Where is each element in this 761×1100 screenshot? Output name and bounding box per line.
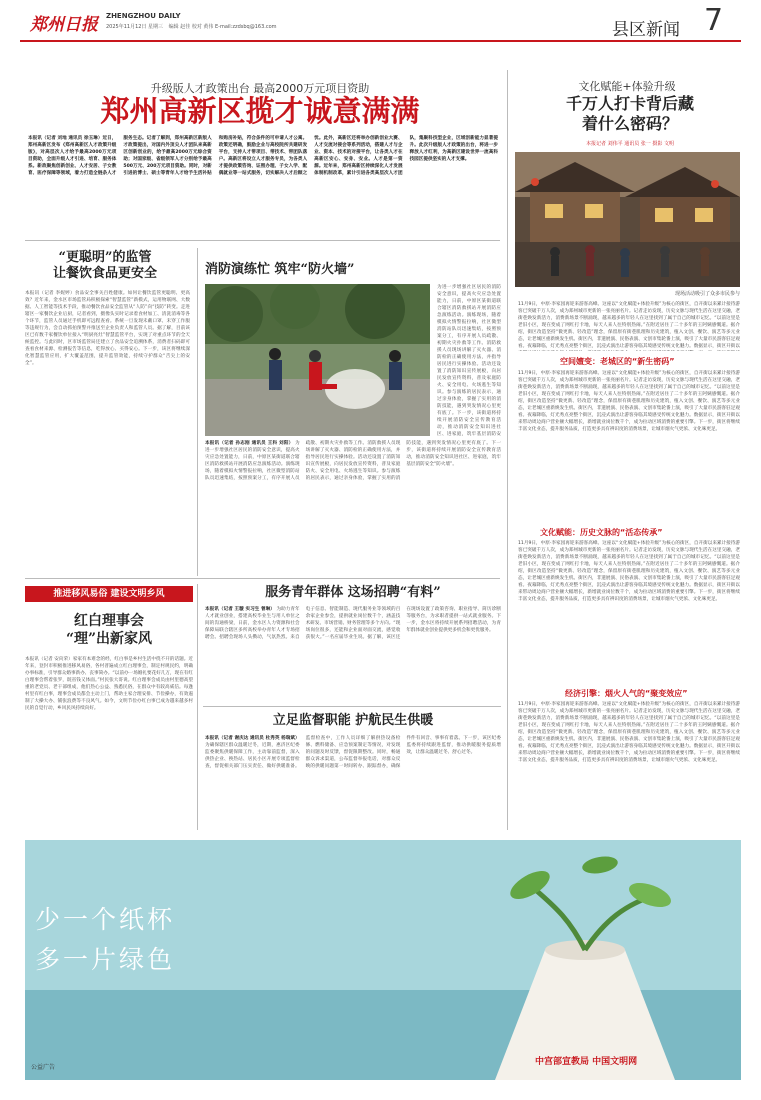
council-headline-2: “理”出新家风 bbox=[65, 631, 153, 647]
page-number: 7 bbox=[704, 3, 724, 38]
council-body bbox=[25, 656, 193, 826]
supervision-food-headline-2: 让餐饮食品更安全 bbox=[52, 266, 157, 281]
fire-drill-photo bbox=[205, 284, 430, 436]
fire-drill-text-1: 为进一步增强社区居民的消防安全意识，提高火灾应急处置能力，日前，中原区某街道联合辖区消防救援站开展消防应急演练活动。演练现场，随着模拟火情警报拉响，社区微型消防站队员迅速集结，按照预案分工，有序开展人员疏散、初期火灾扑救等工作。消防救援人员现场讲解了灭火器、消防栓的正确使用方法，并指导居民进行实操体验。活动还设置了消防知识宣传展板，向居民发放宣传资料，普及家庭防火、安全用电、火场逃生等知识。参与演练的居民表示，通过亲身体验，掌握了实用的消防技能，遇到突发情况心里更有底了。下一步，该街道将持续开展消防安全宣传教育活动，推动消防安全知识进社区、进家庭，筑牢基层消防安 bbox=[437, 285, 501, 436]
lead-headline: 郑州高新区揽才诚意满满 bbox=[100, 94, 420, 128]
divider-left-low bbox=[197, 584, 198, 830]
right-photo-caption: 现场活动吸引了众多市民参与 bbox=[674, 291, 740, 297]
right-subhead-2: 文化赋能：历史文脉的“活态传承” bbox=[540, 528, 663, 537]
heating-byline: 本报讯（记者 谢庆达 通讯员 杜秀英 杨瑞斌） bbox=[205, 736, 300, 741]
ad-line-1: 少一个纸杯 bbox=[35, 905, 176, 934]
council-text: 本报讯（记者 安向荣）家家有本难念的经，红白事是乡村生活中绕不开的话题。近年来，登封市积极推进移风易俗，各村普遍成立红白理事会，制定村规民约，明确办事标准，引导群众婚事新办、丧事简办。“以前办一场婚礼要花好几万，现在有红白理事会帮着张罗，既省钱又体面。”村民张大哥说。红白理事会成员由村里德高望重的老党员、老干部组成，他们热心公益、熟悉民俗，在群众中有较高威信。每逢村里有红白事，理事会成员都会主动上门，帮助主家合理安排、节俭操办，有效遏制了大操大办、铺张浪费等不良风气。如今，文明节俭办红白事已成为越来越多村民的自觉行动，乡风民风持续向好。 bbox=[25, 657, 193, 711]
right-text-3: 11月9日，中原·李家园再迎来游客高峰。这座以“文化赋能+体验升级”为核心的街区，自开街以来累计接待游客已突破千万人次，成为郑州城市更新的一张亮丽名片。记者走访发现，历史文脉与现代生活在这里交融，老街巷焕发新活力，消费新场景不断涌现，越来越多的年轻人在这里找到了属于自己的城市记忆。“以前这里是老旧小区，现在变成了网红打卡地，每天人来人往特别热闹。”在附近居住了二十多年的王阿姨感慨道。据介绍，街区改造坚持“微更新、轻改造”理念，保留原有街巷肌理和历史建筑，植入文创、餐饮、演艺等多元业态，让老城区重新焕发生机。街区内，非遗展演、民俗表演、文创市集轮番上演，吸引了大量市民游客驻足观看。夜幕降临，灯光秀点亮整个街区，沉浸式演出让游客身临其境感受传统文化魅力。数据显示，街区开街以来带动周边商户营业额大幅增长，新增就业岗位数千个，成为拉动区域消费的重要引擎。下一步，街区将继续丰富文化业态，提升服务品质，打造更多具有辨识度的消费场景，让城市烟火气更浓、文化味更足。 bbox=[518, 541, 740, 602]
banner-text: 推进移风易俗 建设文明乡风 bbox=[53, 589, 165, 599]
right-subhead-1: 空间嬗变：老城区的“新生密码” bbox=[560, 357, 675, 366]
fire-drill-byline: 本报讯（记者 孙志刚 通讯员 王科 刘阳） bbox=[205, 441, 294, 446]
fire-drill-right-text bbox=[437, 284, 501, 436]
service-text: 为助力青年人才就业创业，搭建高校毕业生与用人单位之间的沟通桥梁，日前，金水区人力资源和社会保障局联合辖区多所高校举办青年人才专场招聘会。招聘会现场人头攒动，气氛热烈。来自电子信息、智能制造、现代服务业等领域的百余家企业参会，提供就业岗位数千个，涵盖技术研发、市场营销、财务管理等多个方向。“现场岗位很多，还能和企业面对面交流，感觉收获很大。”一名应届毕业生说。据了解，该区还在现场设置了政策咨询、职业指导、简历诊断等服务台，为求职者提供一站式就业服务。下一步，金水区将持续开展系列招聘活动，为青年群体就业创业提供更多机会和更优服务。 bbox=[205, 607, 501, 640]
heating-body bbox=[205, 735, 501, 830]
right-body-3 bbox=[518, 540, 740, 680]
ad-slogan: 中宫部宣教局 中国文明网 bbox=[535, 1057, 638, 1067]
editors-line: 编辑 赵佳 校对 黄伟 E-mail:zzdsbq@163.com bbox=[168, 24, 277, 30]
smart-supervision-body bbox=[25, 290, 190, 572]
right-feature-photo bbox=[515, 152, 740, 287]
smart-supervision-text: 本报讯（记者 李妮婷）食品安全事关百姓健康。如何让餐饮监管更聪明、更高效？近年来，金水区市场监管局积极探索“智慧监管”新模式，运用物联网、大数据、人工智能等技术手段，推动餐饮食品安全监管从“人防”向“技防”转变。走进辖区一家餐饮企业后厨，记者看到，摄像头实时记录着食材加工、清洗消毒等各个环节，监管人员通过手机即可远程查看。系统一旦发现未戴口罩、未穿工作服等违规行为，会自动抓拍预警并推送至企业负责人和监管人员。据了解，目前该区已有数千家餐饮单位接入“明厨亮灶”智慧监管平台，实现了对重点环节的全天候监控。与此同时，区市场监管局还建立了食品安全追溯体系，消费者扫码即可查看食材来源、检测报告等信息，吃得放心、买得安心。下一步，该区将继续深化智慧监管应用，扩大覆盖范围，提升监管效能，持续守护群众“舌尖上的安全”。 bbox=[25, 291, 190, 366]
lead-kicker: 升级版人才政策出台 最高2000万元项目资助 bbox=[150, 82, 370, 95]
masthead bbox=[0, 0, 761, 62]
divider-left-col bbox=[197, 248, 198, 576]
masthead-logo: 郑州日报 bbox=[30, 15, 98, 35]
right-kicker: 文化赋能+体验升级 bbox=[578, 80, 676, 93]
council-headline-1: 红白理事会 bbox=[74, 613, 144, 629]
right-body-2 bbox=[518, 370, 740, 520]
divider-vertical-main bbox=[507, 70, 508, 830]
public-ad bbox=[25, 840, 741, 1080]
fire-drill-headline: 消防演练忙 筑牢“防火墙” bbox=[205, 262, 355, 277]
right-byline: 本报记者 刘伟平 通讯员 张一 摄影 文明 bbox=[586, 141, 674, 147]
fire-drill-body bbox=[205, 440, 501, 570]
fire-drill-text-2: 为进一步增强社区居民的消防安全意识，提高火灾应急处置能力，日前，中原区某街道联合辖区消防救援站开展消防应急演练活动。演练现场，随着模拟火情警报拉响，社区微型消防站队员迅速集结，按照预案分工，有序开展人员疏散、初期火灾扑救等工作。消防救援人员现场讲解了灭火器、消防栓的正确使用方法，并指导居民进行实操体验。活动还设置了消防知识宣传展板，向居民发放宣传资料，普及家庭防火、安全用电、火场逃生等知识。参与演练的居民表示，通过亲身体验，掌握了实用的消防技能，遇到突发情况心里更有底了。下一步，该街道将持续开展消防安全宣传教育活动，推动消防安全知识进社区、进家庭，筑牢基层消防安全“防火墙”。 bbox=[205, 441, 501, 481]
service-body bbox=[205, 606, 501, 701]
divider-low bbox=[203, 706, 501, 707]
date-line: 2025年11月12日 星期三 bbox=[106, 24, 164, 30]
right-text-2: 11月9日，中原·李家园再迎来游客高峰。这座以“文化赋能+体验升级”为核心的街区，自开街以来累计接待游客已突破千万人次，成为郑州城市更新的一张亮丽名片。记者走访发现，历史文脉与现代生活在这里交融，老街巷焕发新活力，消费新场景不断涌现，越来越多的年轻人在这里找到了属于自己的城市记忆。“以前这里是老旧小区，现在变成了网红打卡地，每天人来人往特别热闹。”在附近居住了二十多年的王阿姨感慨道。据介绍，街区改造坚持“微更新、轻改造”理念，保留原有街巷肌理和历史建筑，植入文创、餐饮、演艺等多元业态，让老城区重新焕发生机。街区内，非遗展演、民俗表演、文创市集轮番上演，吸引了大量市民游客驻足观看。夜幕降临，灯光秀点亮整个街区，沉浸式演出让游客身临其境感受传统文化魅力。数据显示，街区开街以来带动周边商户营业额大幅增长，新增就业岗位数千个，成为拉动区域消费的重要引擎。下一步，街区将继续丰富文化业态，提升服务品质，打造更多具有辨识度的消费场景，让城市烟火气更浓、文化味更足。 bbox=[518, 371, 740, 432]
service-headline: 服务青年群体 这场招聘“有料” bbox=[265, 585, 441, 600]
masthead-rule bbox=[20, 40, 741, 42]
masthead-date bbox=[106, 23, 277, 30]
ad-line-2: 多一片绿色 bbox=[35, 945, 176, 974]
street-scene-illustration bbox=[515, 152, 740, 287]
right-subhead-3: 经济引擎：烟火人气的“聚变效应” bbox=[565, 689, 688, 698]
lead-text: 本报讯（记者 刘地 通讯员 徐玉琳）近日，郑州高新区发布《郑州高新区人才政策升级版》，对高层次人才给予最高2000万元项目资助，全面升级人才引进、培育、服务体系。新政聚焦创新创业、人才安居、子女教育、医疗保障等领域，着力打造全链条人才服务生态。记者了解到，郑州高新区新版人才政策提出，对国内外顶尖人才团队来高新区创新创业的，给予最高2000万元综合资助；对国家级、省级领军人才分别给予最高500万元、200万元项目资助。同时，对新引进的博士、硕士等青年人才给予生活补贴和购房补贴，符合条件的可申请人才公寓。政策还明确，鼓励企业与高校院所共建研发平台，支持人才带项目、带技术、带团队落户。高新区将设立人才服务专员，为各类人才提供政策咨询、证照办理、子女入学、配偶就业等一站式服务，切实解决人才后顾之忧。此外，高新区还将举办创新创业大赛、人才交流对接会等系列活动，搭建人才与企业、资本、技术的对接平台，让各类人才在高新区安心、安身、安业。人才是第一资源。近年来，郑州高新区持续深化人才发展体制机制改革，累计引进各类高层次人才团队，集聚科技型企业，区域创新能力显著提升。此次升级版人才政策的出台，将进一步释放人才红利，为高新区建设世界一流高科技园区提供坚实的人才支撑。 bbox=[28, 136, 498, 176]
right-body-1 bbox=[518, 301, 740, 351]
right-headline: 千万人打卡背后藏着什么密码？ bbox=[565, 94, 694, 133]
service-byline: 本报讯（记者 王璇 实习生 曾琳） bbox=[205, 607, 275, 612]
heating-headline: 立足监督职能 护航民生供暖 bbox=[272, 713, 434, 728]
right-body-4 bbox=[518, 701, 740, 829]
supervision-food-headline-1: “更聪明”的监管 bbox=[58, 250, 152, 265]
section-title: 县区新闻 bbox=[612, 20, 680, 40]
fire-drill-illustration bbox=[205, 284, 430, 436]
right-text-4: 11月9日，中原·李家园再迎来游客高峰。这座以“文化赋能+体验升级”为核心的街区，自开街以来累计接待游客已突破千万人次，成为郑州城市更新的一张亮丽名片。记者走访发现，历史文脉与现代生活在这里交融，老街巷焕发新活力，消费新场景不断涌现，越来越多的年轻人在这里找到了属于自己的城市记忆。“以前这里是老旧小区，现在变成了网红打卡地，每天人来人往特别热闹。”在附近居住了二十多年的王阿姨感慨道。据介绍，街区改造坚持“微更新、轻改造”理念，保留原有街巷肌理和历史建筑，植入文创、餐饮、演艺等多元业态，让老城区重新焕发生机。街区内，非遗展演、民俗表演、文创市集轮番上演，吸引了大量市民游客驻足观看。夜幕降临，灯光秀点亮整个街区，沉浸式演出让游客身临其境感受传统文化魅力。数据显示，街区开街以来带动周边商户营业额大幅增长，新增就业岗位数千个，成为拉动区域消费的重要引擎。下一步，街区将继续丰富文化业态，提升服务品质，打造更多具有辨识度的消费场景，让城市烟火气更浓、文化味更足。 bbox=[518, 702, 740, 763]
right-text-1: 11月9日，中原·李家园再迎来游客高峰。这座以“文化赋能+体验升级”为核心的街区，自开街以来累计接待游客已突破千万人次，成为郑州城市更新的一张亮丽名片。记者走访发现，历史文脉与现代生活在这里交融，老街巷焕发新活力，消费新场景不断涌现，越来越多的年轻人在这里找到了属于自己的城市记忆。“以前这里是老旧小区，现在变成了网红打卡地，每天人来人往特别热闹。”在附近居住了二十多年的王阿姨感慨道。据介绍，街区改造坚持“微更新、轻改造”理念，保留原有街巷肌理和历史建筑，植入文创、餐饮、演艺等多元业态，让老城区重新焕发生机。街区内，非遗展演、民俗表演、文创市集轮番上演，吸引了大量市民游客驻足观看。夜幕降临，灯光秀点亮整个街区，沉浸式演出让游客身临其境感受传统文化魅力。数据显示，街区开街以 bbox=[518, 302, 740, 349]
masthead-pinyin: ZHENGZHOU DAILY bbox=[106, 12, 181, 20]
divider-lead bbox=[25, 240, 500, 241]
heating-text: 为确保辖区群众温暖过冬，近期，惠济区纪委监委聚焦供暖保障工作，主动靠前监督，深入供热企业、换热站、居民小区开展专项监督检查，督促相关部门压实责任、做好供暖准备。监督检查中，工作人员详细了解供热设备检修、燃料储备、应急预案制定等情况，对发现的问题及时反馈，督促限期整改。同时，畅通群众诉求渠道，公布监督举报电话，对群众反映的供暖问题第一时间转办、跟踪督办，确保件件有回音、事事有着落。下一步，该区纪委监委将持续跟进监督，推动供暖服务提质增效，让群众温暖过冬、舒心过冬。 bbox=[205, 736, 501, 769]
lead-body bbox=[28, 135, 498, 233]
divider-mid bbox=[25, 578, 500, 579]
banner-bar bbox=[25, 586, 193, 602]
ad-credit: 公益广告 bbox=[31, 1064, 56, 1071]
